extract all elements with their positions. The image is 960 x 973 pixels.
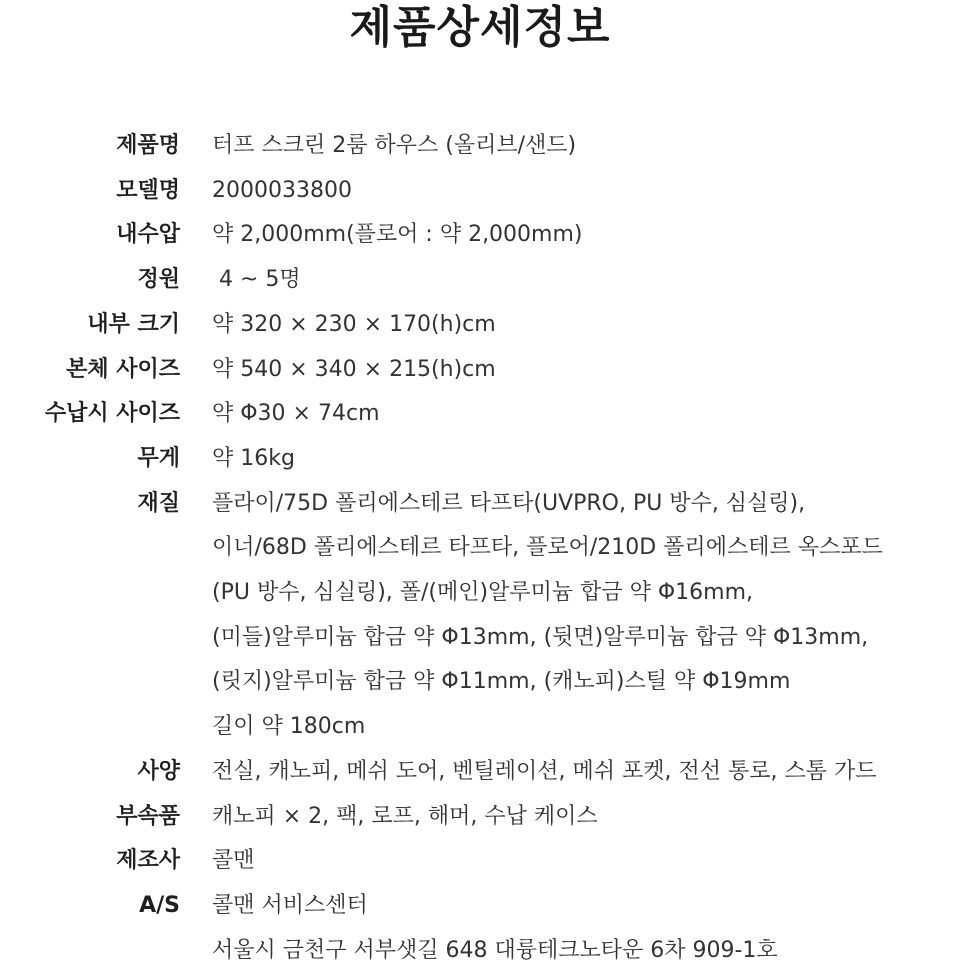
spec-value-line: 약 16kg: [212, 445, 295, 471]
spec-value-line: 약 Φ30 × 74cm: [212, 401, 380, 427]
spec-label: 무게: [137, 445, 180, 471]
spec-value: [212, 839, 960, 884]
spec-value: [212, 750, 960, 795]
spec-row-water-pressure: [0, 213, 960, 258]
spec-value-line: 약 540 × 340 × 215(h)cm: [212, 356, 496, 382]
spec-value-line: 약 2,000mm(플로어 : 약 2,000mm): [212, 222, 583, 248]
spec-value-line: 약 320 × 230 × 170(h)cm: [212, 311, 496, 337]
spec-value-line: (PU 방수, 심실링), 폴/(메인)알루미늄 합금 약 Φ16mm,: [212, 580, 754, 606]
spec-value-line: 플라이/75D 폴리에스테르 타프타(UVPRO, PU 방수, 심실링),: [212, 490, 806, 516]
spec-value-line: 서울시 금천구 서부샛길 648 대륭테크노타운 6차 909-1호: [212, 937, 778, 963]
spec-value: [212, 124, 960, 169]
spec-value-line: 4 ~ 5명: [212, 267, 301, 293]
spec-value: [212, 258, 960, 303]
spec-value-line: (미들)알루미늄 합금 약 Φ13mm, (뒷면)알루미늄 합금 약 Φ13mm,: [212, 624, 869, 650]
spec-value-line: 콜맨 서비스센터: [212, 892, 368, 918]
spec-value-line: 전실, 캐노피, 메쉬 도어, 벤틸레이션, 메쉬 포켓, 전선 통로, 스톰 가드: [212, 758, 877, 784]
spec-label: 정원: [137, 267, 180, 293]
spec-label: 내수압: [116, 222, 180, 248]
spec-row-features: [0, 750, 960, 795]
spec-row-body-size: [0, 348, 960, 393]
spec-value-line: 캐노피 × 2, 팩, 로프, 해머, 수납 케이스: [212, 803, 598, 829]
spec-row-inner-size: [0, 303, 960, 348]
spec-value-line: 콜맨: [212, 848, 255, 874]
spec-label: 제품명: [116, 133, 180, 158]
spec-label: A/S: [139, 892, 180, 918]
spec-row-packed-size: [0, 392, 960, 437]
spec-value: [212, 482, 960, 750]
spec-row-model-name: [0, 169, 960, 214]
spec-value: [212, 795, 960, 840]
spec-row-weight: [0, 437, 960, 482]
spec-value-line: 길이 약 180cm: [212, 714, 366, 740]
spec-value-line: (릿지)알루미늄 합금 약 Φ11mm, (캐노피)스틸 약 Φ19mm: [212, 669, 791, 695]
page-title: 제품상세정보: [349, 2, 611, 53]
spec-label: 사양: [137, 758, 180, 784]
spec-label: 부속품: [116, 803, 180, 829]
spec-row-product-name: [0, 124, 960, 169]
spec-value: [212, 303, 960, 348]
spec-label: 재질: [137, 490, 180, 516]
spec-row-capacity: [0, 258, 960, 303]
spec-row-accessories: [0, 795, 960, 840]
spec-row-manufacturer: [0, 839, 960, 884]
spec-label: 내부 크기: [87, 311, 180, 337]
spec-value: [212, 213, 960, 258]
spec-label: 제조사: [116, 848, 180, 874]
spec-label: 본체 사이즈: [66, 356, 180, 382]
spec-value-line: 2000033800: [212, 177, 352, 203]
spec-label: 모델명: [116, 177, 180, 203]
spec-value: [212, 437, 960, 482]
spec-value: [212, 348, 960, 393]
spec-table: [0, 124, 960, 973]
spec-value: [212, 169, 960, 214]
spec-value: [212, 392, 960, 437]
spec-label: 수납시 사이즈: [44, 401, 180, 427]
spec-value-line: 이너/68D 폴리에스테르 타프타, 플로어/210D 폴리에스테르 옥스포드: [212, 535, 883, 561]
spec-value-line: 터프 스크린 2룸 하우스 (올리브/샌드): [212, 133, 577, 158]
spec-row-material: [0, 482, 960, 750]
